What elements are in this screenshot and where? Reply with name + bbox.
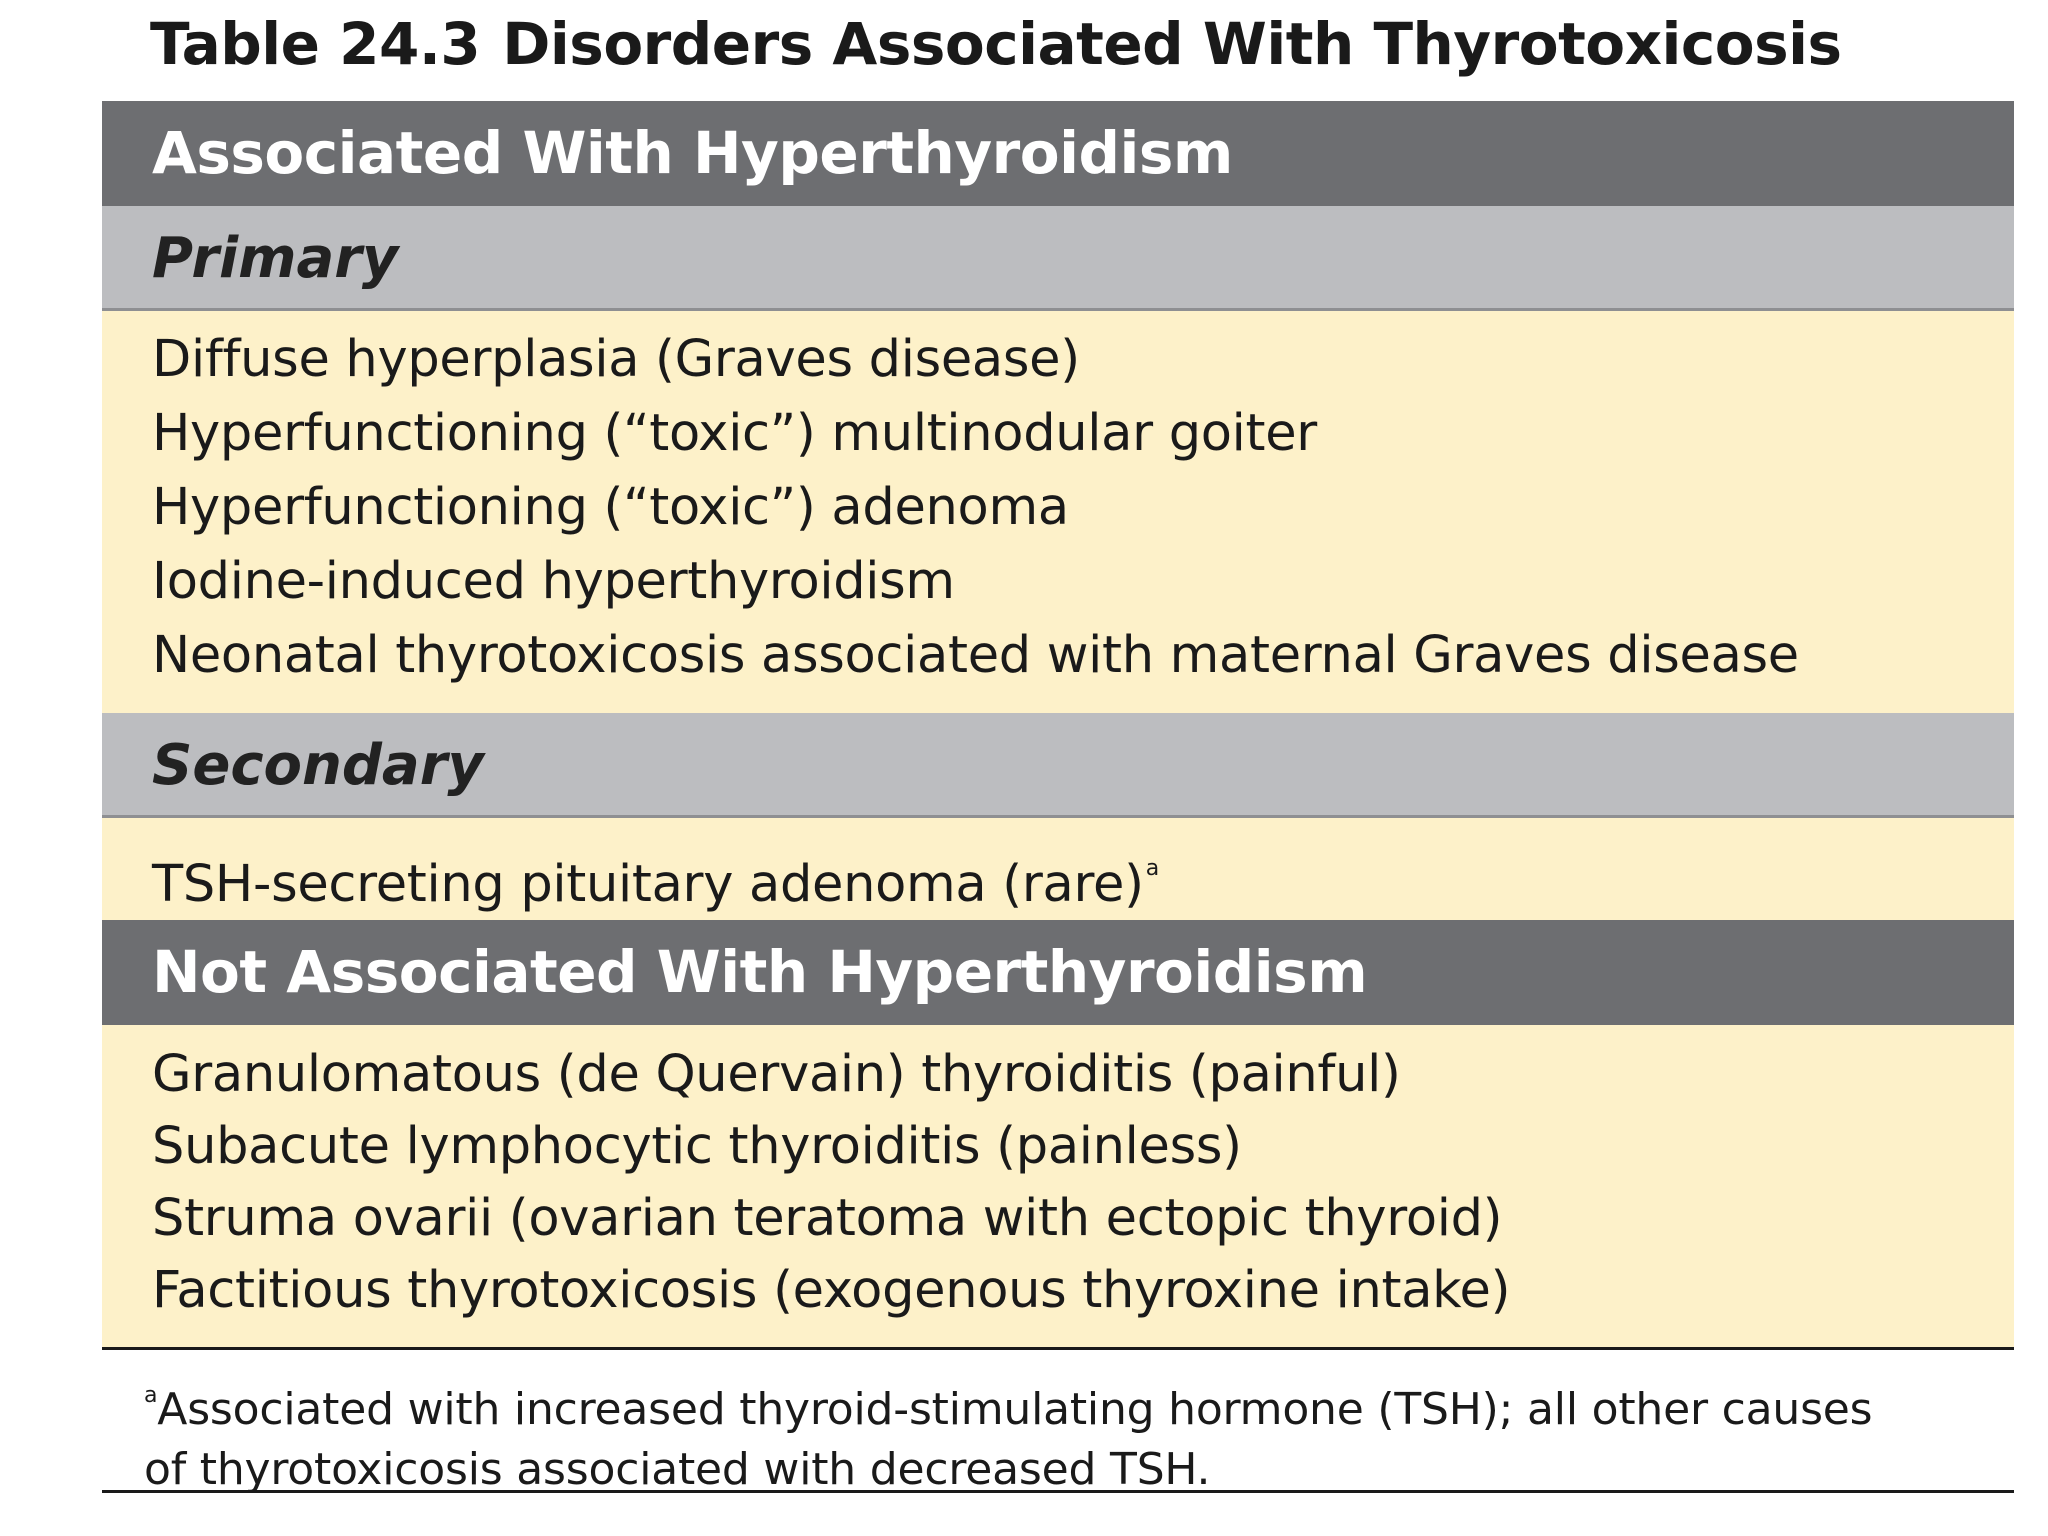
footnote-mark: a — [144, 1383, 158, 1408]
not-associated-list — [152, 1039, 2014, 1327]
primary-list — [152, 323, 2014, 693]
list-item — [152, 818, 2014, 920]
list-item: Factitious thyrotoxicosis (exogenous thyroxine intake) — [152, 1261, 1511, 1320]
section-header-not-associated: Not Associated With Hyperthyroidism — [102, 920, 2014, 1025]
table-title — [150, 8, 1842, 80]
secondary-list-body — [102, 818, 2014, 920]
table-title-text: Disorders Associated With Thyrotoxicosis — [502, 10, 1842, 78]
list-item: Struma ovarii (ovarian teratoma with ectopic thyroid) — [152, 1189, 1503, 1248]
list-item: Diffuse hyperplasia (Graves disease) — [152, 330, 1080, 389]
footnote-marker: a — [1145, 856, 1159, 881]
not-associated-list-body — [102, 1025, 2014, 1347]
table-footnote — [102, 1350, 2014, 1495]
list-item-text: TSH-secreting pituitary adenoma (rare) — [152, 855, 1144, 914]
subsection-header-primary: Primary — [102, 206, 2014, 311]
list-item: Hyperfunctioning (“toxic”) multinodular goiter — [152, 404, 1317, 463]
list-item: Granulomatous (de Quervain) thyroiditis (painful) — [152, 1045, 1401, 1104]
footnote-line-1 — [144, 1366, 2014, 1440]
list-item: Neonatal thyrotoxicosis associated with maternal Graves disease — [152, 626, 1799, 685]
thyrotoxicosis-table — [102, 101, 2014, 1493]
list-item: Subacute lymphocytic thyroiditis (painless) — [152, 1117, 1242, 1176]
section-header-associated: Associated With Hyperthyroidism — [102, 101, 2014, 206]
table-number: Table 24.3 — [150, 10, 481, 78]
subsection-header-secondary: Secondary — [102, 713, 2014, 818]
list-item: Iodine-induced hyperthyroidism — [152, 552, 955, 611]
secondary-list — [152, 818, 2014, 920]
footnote-text-1: Associated with increased thyroid-stimulating hormone (TSH); all other causes — [157, 1384, 1873, 1435]
list-item: Hyperfunctioning (“toxic”) adenoma — [152, 478, 1069, 537]
footnote-line-2: of thyrotoxicosis associated with decreased TSH. — [144, 1444, 1211, 1495]
primary-list-body — [102, 311, 2014, 713]
